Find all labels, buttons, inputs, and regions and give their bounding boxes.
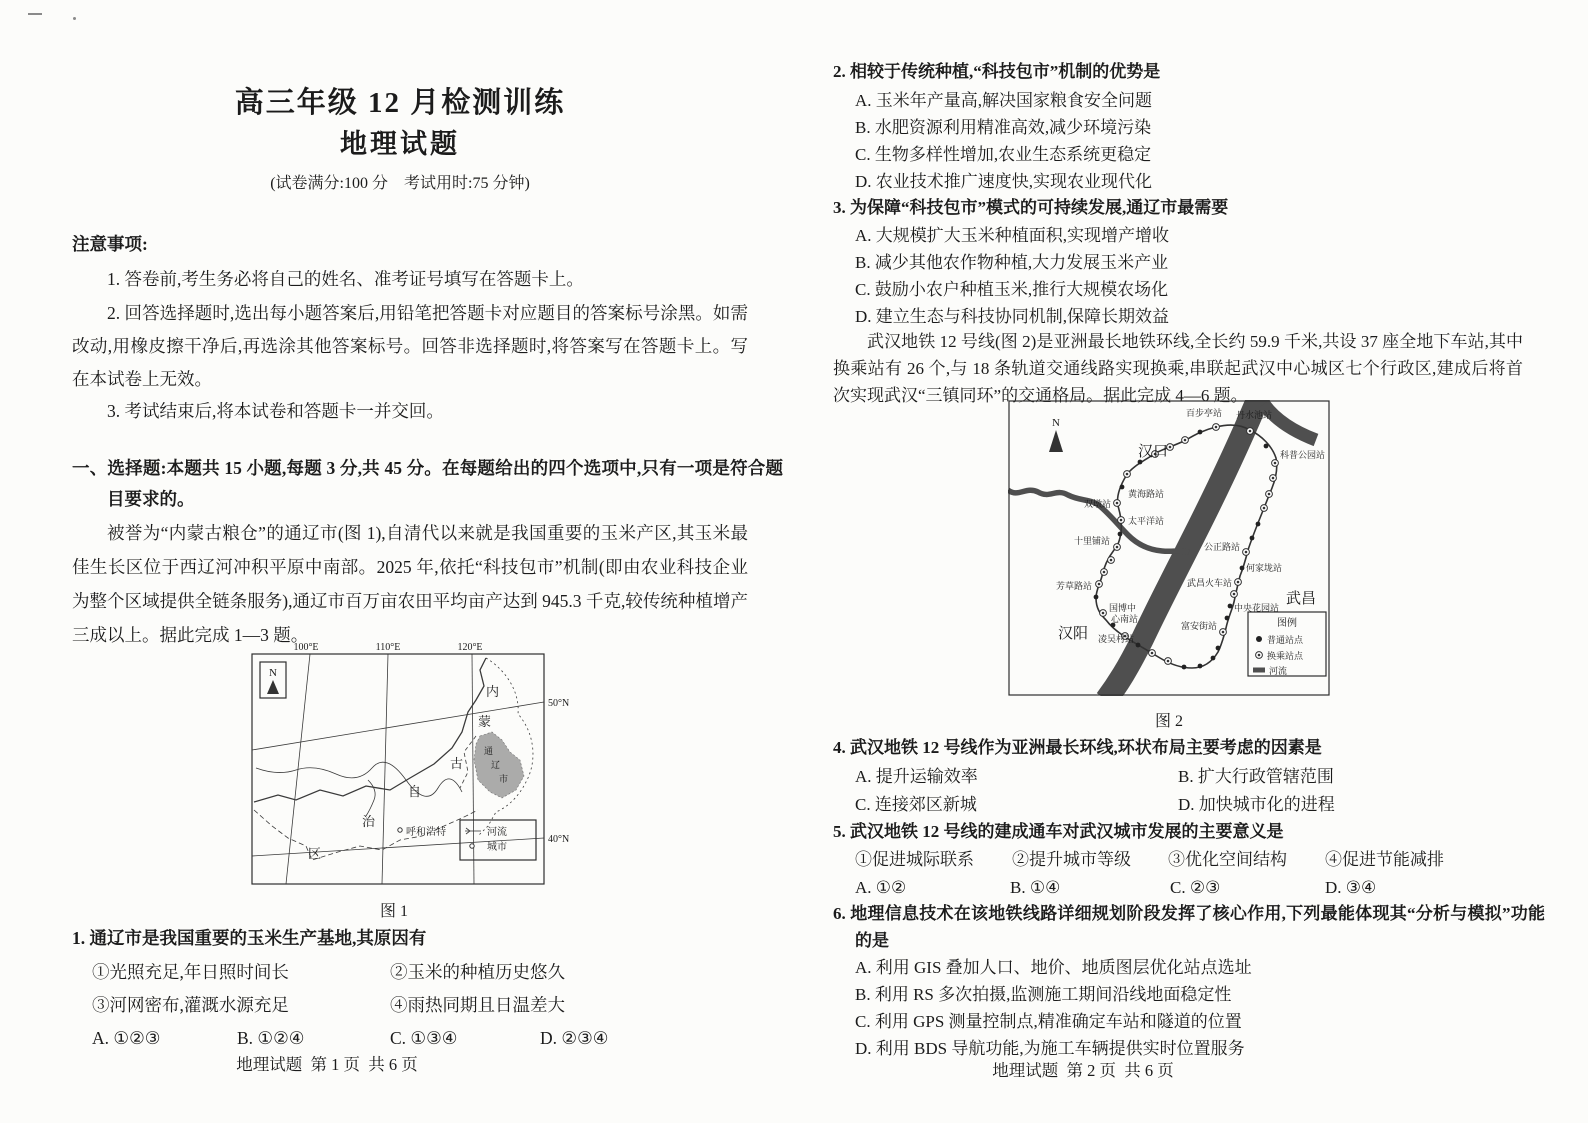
- legend-city-label: 城市: [487, 842, 507, 853]
- q5-choice-b: B. ①④: [1010, 878, 1061, 897]
- q6-choice-d: D. 利用 BDS 导航功能,为施工车辆提供实时位置服务: [855, 1039, 1245, 1058]
- q5-subitem-3: ③优化空间结构: [1168, 850, 1287, 869]
- section-heading: 一、选择题:本题共 15 小题,每题 3 分,共 45 分。在每题给出的四个选项中,只有一项是符合题目要求的。: [72, 458, 783, 509]
- figure1-caption: 图 1: [379, 903, 408, 920]
- q2-choice-c: C. 生物多样性增加,农业生态系统更稳定: [855, 145, 1152, 164]
- svg-text:治: 治: [362, 814, 376, 829]
- q1-choice-b: B. ①②④: [237, 1028, 305, 1048]
- svg-text:110°E: 110°E: [375, 642, 401, 653]
- legend-title: 图例: [1277, 618, 1297, 629]
- svg-text:蒙: 蒙: [478, 714, 492, 729]
- q6-choice-b: B. 利用 RS 多次拍摄,监测施工期间沿线地面稳定性: [855, 985, 1232, 1004]
- svg-text:区: 区: [308, 846, 322, 861]
- notice-item-3: 3. 考试结束后,将本试卷和答题卡一并交回。: [107, 401, 444, 421]
- q6-stem: 6. 地理信息技术在该地铁线路详细规划阶段发挥了核心作用,下列最能体现其“分析与模拟”功能的是: [833, 904, 1545, 950]
- svg-text:何家垅站: 何家垅站: [1246, 563, 1283, 573]
- figure2-legend: [1248, 612, 1326, 676]
- q5-choice-d: D. ③④: [1325, 878, 1377, 897]
- svg-text:心南站: 心南站: [1111, 614, 1139, 624]
- hohhot-city-marker: [398, 825, 446, 838]
- q4-stem: 4. 武汉地铁 12 号线作为亚洲最长环线,环状布局主要考虑的因素是: [833, 738, 1322, 757]
- q4-choice-a: A. 提升运输效率: [855, 767, 978, 786]
- notice-heading: 注意事项:: [72, 234, 148, 254]
- page-1: [72, 80, 783, 1100]
- svg-text:中央花园站: 中央花园站: [1234, 603, 1280, 613]
- legend-river-label: 河流: [1269, 666, 1288, 676]
- q4-choice-d: D. 加快城市化的进程: [1178, 795, 1335, 814]
- q1-subitem-2: ②玉米的种植历史悠久: [390, 962, 565, 982]
- q6-choice-a: A. 利用 GIS 叠加人口、地价、地质图层优化站点选址: [855, 958, 1252, 977]
- q2-choice-d: D. 农业技术推广速度快,实现农业现代化: [855, 172, 1153, 191]
- notice-item-2: 2. 回答选择题时,选出每小题答案后,用铅笔把答题卡对应题目的答案标号涂黑。如需改动,用橡皮擦干净后,再选涂其他答案标号。回答非选择题时,将答案写在答题卡上。写在本试卷上无效。: [72, 303, 748, 389]
- svg-text:N: N: [1052, 417, 1060, 429]
- q4-choice-b: B. 扩大行政管辖范围: [1178, 767, 1334, 786]
- svg-text:古: 古: [450, 756, 464, 771]
- hohhot-label: 呼和浩特: [406, 827, 446, 838]
- q5-subitem-4: ④促进节能减排: [1325, 850, 1444, 869]
- exam-meta: (试卷满分:100 分 考试用时:75 分钟): [270, 175, 530, 192]
- q2-stem: 2. 相较于传统种植,“科技包市”机制的优势是: [833, 62, 1161, 81]
- legend-transfer-label: 换乘站点: [1267, 651, 1304, 661]
- svg-text:100°E: 100°E: [293, 642, 319, 653]
- scan-artifact: [28, 13, 42, 15]
- q5-stem: 5. 武汉地铁 12 号线的建成通车对武汉城市发展的主要意义是: [833, 822, 1284, 841]
- svg-text:公正路站: 公正路站: [1203, 542, 1240, 552]
- q6-choice-c: C. 利用 GPS 测量控制点,精准确定车站和隧道的位置: [855, 1012, 1242, 1031]
- q4-choice-c: C. 连接郊区新城: [855, 795, 977, 814]
- compass-north-icon: [1049, 417, 1063, 452]
- q1-subitem-4: ④雨热同期且日温差大: [390, 995, 565, 1015]
- q1-stem: 1. 通辽市是我国重要的玉米生产基地,其原因有: [72, 928, 427, 948]
- page1-footer: 地理试题 第 1 页 共 6 页: [236, 1055, 418, 1074]
- passage-wuhan-metro: 武汉地铁 12 号线(图 2)是亚洲最长地铁环线,全长约 59.9 千米,共设 37 座全地下车站,其中换乘站有 26 个,与 18 条轨道交通线路实现换乘,串联起武汉中心城区七个行政区,建成后将首次实现武汉“三镇同环”的交通格局。据此完成 4—6 题。: [833, 332, 1523, 405]
- svg-text:50°N: 50°N: [548, 698, 570, 709]
- scan-artifact: [73, 17, 76, 20]
- q3-stem: 3. 为保障“科技包市”模式的可持续发展,通辽市最需要: [833, 198, 1229, 217]
- svg-text:武昌: 武昌: [1285, 591, 1317, 607]
- q1-subitem-1: ①光照充足,年日照时间长: [92, 962, 289, 982]
- svg-text:黄海路站: 黄海路站: [1128, 489, 1165, 499]
- exam-title: 高三年级 12 月检测训练: [234, 87, 566, 119]
- figure2-map: [1008, 400, 1330, 696]
- figure1-grid-labels: [293, 642, 569, 845]
- svg-text:40°N: 40°N: [548, 834, 570, 845]
- legend-ordinary-label: 普通站点: [1267, 635, 1304, 645]
- exam-subtitle: 地理试题: [340, 129, 460, 159]
- q5-subitem-2: ②提升城市等级: [1012, 850, 1131, 869]
- legend-river-label: 河流: [487, 827, 507, 838]
- svg-text:双墩站: 双墩站: [1083, 499, 1111, 509]
- svg-text:内: 内: [486, 684, 500, 699]
- svg-text:汉口: 汉口: [1138, 444, 1169, 460]
- svg-text:自: 自: [408, 784, 422, 799]
- q1-choice-a: A. ①②③: [92, 1028, 161, 1048]
- svg-text:芳草路站: 芳草路站: [1055, 581, 1092, 591]
- q3-choice-d: D. 建立生态与科技协同机制,保障长期效益: [855, 307, 1170, 326]
- svg-text:120°E: 120°E: [457, 642, 483, 653]
- q5-subitem-1: ①促进城际联系: [855, 850, 974, 869]
- q3-choice-b: B. 减少其他农作物种植,大力发展玉米产业: [855, 253, 1169, 272]
- svg-text:太平洋站: 太平洋站: [1128, 516, 1165, 526]
- svg-text:汉阳: 汉阳: [1058, 626, 1089, 642]
- page-2: [833, 48, 1545, 1108]
- svg-text:科普公园站: 科普公园站: [1280, 450, 1326, 460]
- figure2-caption: 图 2: [1154, 713, 1183, 730]
- svg-text:丹水池站: 丹水池站: [1235, 410, 1273, 420]
- q1-subitem-3: ③河网密布,灌溉水源充足: [92, 995, 289, 1015]
- page2-footer: 地理试题 第 2 页 共 6 页: [992, 1061, 1174, 1080]
- figure1-legend: [460, 820, 536, 860]
- compass-north-icon: [260, 662, 286, 698]
- q5-choice-a: A. ①②: [855, 878, 907, 897]
- figure1-map: [248, 640, 578, 890]
- svg-text:凌吴村站: 凌吴村站: [1097, 634, 1134, 644]
- svg-text:N: N: [269, 667, 277, 679]
- q2-choice-b: B. 水肥资源利用精准高效,减少环境污染: [855, 118, 1152, 137]
- svg-text:辽: 辽: [491, 760, 501, 770]
- passage-tongliao: 被誉为“内蒙古粮仓”的通辽市(图 1),自清代以来就是我国重要的玉米产区,其玉米最佳生长区位于西辽河冲积平原中南部。2025 年,依托“科技包市”机制(即由农业科技企业为整个区域提供全链条服务),通辽市百万亩农田平均亩产达到 945.3 千克,较传统种植增产三成以上。据此完成 1—3 题。: [72, 523, 748, 645]
- q1-choice-d: D. ②③④: [540, 1028, 609, 1048]
- q1-choice-c: C. ①③④: [390, 1028, 458, 1048]
- q3-choice-c: C. 鼓励小农户种植玉米,推行大规模农场化: [855, 280, 1169, 299]
- svg-text:市: 市: [499, 774, 509, 784]
- q3-choice-a: A. 大规模扩大玉米种植面积,实现增产增收: [855, 226, 1170, 245]
- svg-text:百步亭站: 百步亭站: [1185, 408, 1223, 418]
- svg-text:国博中: 国博中: [1109, 603, 1137, 613]
- q5-choice-c: C. ②③: [1170, 878, 1221, 897]
- svg-text:武昌火车站: 武昌火车站: [1186, 578, 1232, 588]
- svg-text:富安街站: 富安街站: [1180, 621, 1217, 631]
- notice-item-1: 1. 答卷前,考生务必将自己的姓名、准考证号填写在答题卡上。: [107, 269, 584, 289]
- svg-text:通: 通: [484, 746, 494, 756]
- province-name-chars: [308, 684, 499, 861]
- q2-choice-a: A. 玉米年产量高,解决国家粮食安全问题: [855, 91, 1153, 110]
- svg-text:十里铺站: 十里铺站: [1073, 536, 1110, 546]
